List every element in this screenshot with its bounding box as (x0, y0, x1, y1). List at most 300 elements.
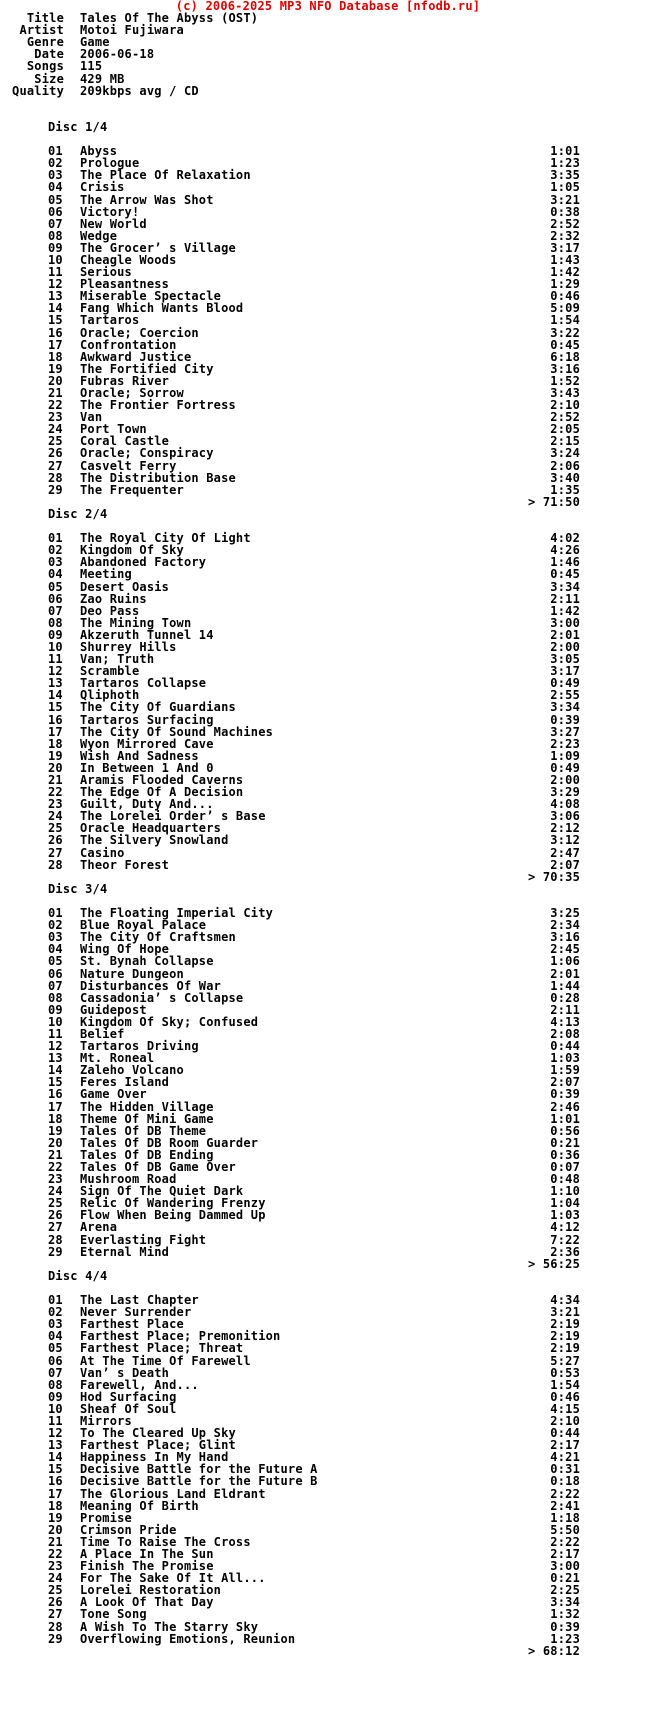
track-title: Disturbances Of War (80, 978, 222, 993)
meta-key: Title (26, 11, 64, 26)
track-duration: 2:45 (550, 942, 580, 957)
track-row (0, 181, 656, 193)
track-duration: 0:39 (550, 712, 580, 727)
track-number: 13 (48, 676, 63, 691)
track-duration: 3:21 (550, 1305, 580, 1320)
track-number: 11 (48, 652, 63, 667)
track-duration: 2:10 (550, 398, 580, 413)
track-duration: 0:28 (550, 990, 580, 1005)
track-duration: 0:36 (550, 1147, 580, 1162)
track-duration: 5:50 (550, 1522, 580, 1537)
track-duration: 1:09 (550, 748, 580, 763)
track-title: Cassadonia’ s Collapse (80, 990, 244, 1005)
track-duration: 1:04 (550, 1196, 580, 1211)
track-duration: 4:12 (550, 1220, 580, 1235)
track-duration: 2:00 (550, 639, 580, 654)
track-duration: 3:43 (550, 386, 580, 400)
track-number: 20 (48, 760, 63, 775)
track-title: Wing Of Hope (80, 942, 170, 957)
track-number: 29 (48, 1244, 63, 1259)
track-title: Scramble (80, 664, 140, 679)
track-number: 17 (48, 1099, 63, 1114)
track-number: 17 (48, 724, 63, 739)
tracklist (0, 121, 656, 1657)
track-duration: 1:54 (550, 313, 580, 328)
track-title: Shurrey Hills (80, 639, 177, 654)
track-row (0, 1379, 656, 1391)
track-title: To The Cleared Up Sky (80, 1426, 236, 1441)
track-title: Oracle; Conspiracy (80, 446, 214, 461)
track-number: 18 (48, 1111, 63, 1126)
track-title: The Grocer’ s Village (80, 240, 236, 255)
track-duration: 3:34 (550, 579, 580, 594)
disc-total-value: > 68:12 (528, 1643, 580, 1658)
track-row (0, 726, 656, 738)
track-title: The Place Of Relaxation (80, 168, 251, 183)
track-number: 19 (48, 361, 63, 376)
track-duration: 7:22 (550, 1232, 580, 1247)
track-title: The Royal City Of Light (80, 531, 251, 546)
track-number: 03 (48, 555, 63, 570)
track-title: Guilt, Duty And... (80, 797, 214, 812)
track-number: 24 (48, 1571, 63, 1586)
track-title: Hod Surfacing (80, 1389, 177, 1404)
track-number: 13 (48, 289, 63, 304)
track-duration: 3:00 (550, 615, 580, 630)
track-title: The City Of Sound Machines (80, 724, 274, 739)
track-title: For The Sake Of It All... (80, 1571, 266, 1586)
track-title: Blue Royal Palace (80, 918, 207, 933)
track-duration: 5:27 (550, 1353, 580, 1368)
disc-total-duration (0, 1645, 656, 1657)
track-title: The Arrow Was Shot (80, 192, 214, 207)
track-row (0, 1621, 656, 1633)
track-title: Oracle; Sorrow (80, 386, 184, 400)
track-number: 19 (48, 748, 63, 763)
track-number: 21 (48, 386, 63, 400)
track-duration: 2:52 (550, 216, 580, 231)
track-title: Van; Truth (80, 652, 155, 667)
track-number: 25 (48, 1583, 63, 1598)
track-number: 29 (48, 1631, 63, 1646)
track-title: A Wish To The Starry Sky (80, 1619, 259, 1634)
track-duration: 2:11 (550, 1002, 580, 1017)
track-title: The Frontier Fortress (80, 398, 236, 413)
meta-key: Size (34, 71, 64, 86)
track-number: 02 (48, 156, 63, 171)
track-title: Aramis Flooded Caverns (80, 773, 244, 787)
track-number: 04 (48, 942, 63, 957)
track-duration: 4:13 (550, 1014, 580, 1029)
track-duration: 3:05 (550, 652, 580, 667)
track-title: Farthest Place; Glint (80, 1438, 236, 1453)
track-number: 25 (48, 821, 63, 836)
track-number: 18 (48, 1498, 63, 1513)
track-row (0, 1221, 656, 1233)
track-row (0, 1500, 656, 1512)
track-number: 27 (48, 458, 63, 473)
track-duration: 2:01 (550, 966, 580, 981)
track-number: 19 (48, 1123, 63, 1138)
track-number: 09 (48, 1389, 63, 1404)
track-number: 11 (48, 265, 63, 280)
track-title: Farthest Place; Threat (80, 1341, 244, 1356)
track-duration: 2:19 (550, 1329, 580, 1344)
track-title: Desert Oasis (80, 579, 170, 594)
track-duration: 3:12 (550, 833, 580, 848)
track-number: 01 (48, 1293, 63, 1308)
track-number: 16 (48, 325, 63, 340)
track-number: 23 (48, 1559, 63, 1574)
track-duration: 0:48 (550, 1172, 580, 1187)
track-number: 17 (48, 337, 63, 352)
disc-heading: Disc 1/4 (48, 119, 108, 134)
track-title: Tartaros (80, 313, 140, 328)
track-duration: 2:10 (550, 1413, 580, 1428)
meta-value: 209kbps avg / CD (80, 83, 199, 98)
track-title: The Mining Town (80, 615, 192, 630)
track-number: 04 (48, 1329, 63, 1344)
track-duration: 1:23 (550, 156, 580, 171)
track-duration: 0:39 (550, 1087, 580, 1102)
track-duration: 0:46 (550, 289, 580, 304)
track-duration: 3:06 (550, 809, 580, 824)
track-row (0, 992, 656, 1004)
track-number: 03 (48, 1317, 63, 1332)
track-duration: 0:49 (550, 676, 580, 691)
track-row (0, 568, 656, 580)
track-number: 02 (48, 543, 63, 558)
disc-heading: Disc 3/4 (48, 881, 108, 896)
track-number: 18 (48, 349, 63, 364)
track-title: Tales Of DB Room Guarder (80, 1135, 259, 1150)
disc-heading: Disc 2/4 (48, 506, 108, 521)
track-duration: 2:22 (550, 1486, 580, 1501)
track-title: Happiness In My Hand (80, 1450, 229, 1465)
track-row (0, 472, 656, 484)
track-duration: 4:02 (550, 531, 580, 546)
track-title: Awkward Justice (80, 349, 192, 364)
track-number: 22 (48, 398, 63, 413)
track-duration: 0:21 (550, 1571, 580, 1586)
track-duration: 2:12 (550, 821, 580, 836)
track-number: 16 (48, 1087, 63, 1102)
track-title: In Between 1 And 0 (80, 760, 214, 775)
track-number: 28 (48, 470, 63, 485)
track-number: 01 (48, 144, 63, 159)
track-title: Zao Ruins (80, 591, 147, 606)
track-number: 24 (48, 1184, 63, 1199)
track-title: Oracle; Coercion (80, 325, 199, 340)
track-number: 29 (48, 482, 63, 497)
track-title: Decisive Battle for the Future B (80, 1474, 318, 1489)
track-number: 09 (48, 240, 63, 255)
track-duration: 2:07 (550, 1075, 580, 1090)
track-number: 23 (48, 797, 63, 812)
track-duration: 3:35 (550, 168, 580, 183)
track-duration: 3:34 (550, 1595, 580, 1610)
track-duration: 1:01 (550, 144, 580, 159)
track-duration: 0:21 (550, 1135, 580, 1150)
track-duration: 3:34 (550, 700, 580, 715)
track-title: Tone Song (80, 1607, 147, 1622)
track-title: A Place In The Sun (80, 1547, 214, 1561)
track-title: At The Time Of Farewell (80, 1353, 251, 1368)
track-duration: 1:46 (550, 555, 580, 570)
track-row (0, 1342, 656, 1354)
track-number: 06 (48, 591, 63, 606)
track-duration: 1:42 (550, 603, 580, 618)
track-row (0, 581, 656, 593)
track-row (0, 1125, 656, 1137)
track-title: Zaleho Volcano (80, 1063, 184, 1078)
track-number: 13 (48, 1051, 63, 1066)
track-number: 21 (48, 773, 63, 787)
track-row (0, 351, 656, 363)
track-title: Crimson Pride (80, 1522, 177, 1537)
track-duration: 2:19 (550, 1317, 580, 1332)
track-title: Sign Of The Quiet Dark (80, 1184, 244, 1199)
track-number: 02 (48, 1305, 63, 1320)
track-duration: 0:49 (550, 760, 580, 775)
track-number: 27 (48, 1607, 63, 1622)
track-title: Decisive Battle for the Future A (80, 1462, 318, 1477)
meta-value: 2006-06-18 (80, 47, 155, 62)
track-row (0, 1113, 656, 1125)
track-duration: 2:47 (550, 845, 580, 860)
track-duration: 2:46 (550, 1099, 580, 1114)
track-row (0, 1512, 656, 1524)
track-duration: 2:17 (550, 1438, 580, 1453)
track-duration: 2:05 (550, 422, 580, 437)
track-title: The City Of Craftsmen (80, 930, 236, 945)
meta-row (0, 73, 656, 85)
track-row (0, 1475, 656, 1487)
track-duration: 1:03 (550, 1208, 580, 1223)
track-title: Feres Island (80, 1075, 170, 1090)
track-row (0, 593, 656, 605)
track-number: 08 (48, 615, 63, 630)
track-title: Arena (80, 1220, 118, 1235)
track-row (0, 314, 656, 326)
track-row (0, 847, 656, 859)
track-title: Tartaros Surfacing (80, 712, 214, 727)
track-duration: 0:18 (550, 1474, 580, 1489)
track-number: 04 (48, 567, 63, 582)
track-title: Mt. Roneal (80, 1051, 155, 1066)
track-duration: 1:54 (550, 1377, 580, 1392)
track-number: 07 (48, 1365, 63, 1380)
track-number: 10 (48, 252, 63, 267)
track-title: Casino (80, 845, 125, 860)
track-number: 16 (48, 1474, 63, 1489)
track-duration: 2:25 (550, 1583, 580, 1598)
track-number: 01 (48, 906, 63, 921)
track-duration: 4:15 (550, 1401, 580, 1416)
track-title: Tartaros Driving (80, 1039, 199, 1054)
track-duration: 2:07 (550, 857, 580, 872)
track-title: Belief (80, 1026, 125, 1041)
track-number: 17 (48, 1486, 63, 1501)
track-number: 03 (48, 168, 63, 183)
track-duration: 0:53 (550, 1365, 580, 1380)
track-number: 22 (48, 785, 63, 800)
track-number: 11 (48, 1413, 63, 1428)
track-title: The Last Chapter (80, 1293, 199, 1308)
track-duration: 0:45 (550, 567, 580, 582)
track-title: Flow When Being Dammed Up (80, 1208, 266, 1223)
track-duration: 2:23 (550, 736, 580, 751)
track-number: 10 (48, 639, 63, 654)
track-number: 14 (48, 301, 63, 316)
track-duration: 3:17 (550, 240, 580, 255)
track-row (0, 327, 656, 339)
track-number: 25 (48, 434, 63, 449)
track-duration: 0:45 (550, 337, 580, 352)
track-duration: 6:18 (550, 349, 580, 364)
track-duration: 1:18 (550, 1510, 580, 1525)
copyright-banner: (c) 2006-2025 MP3 NFO Database [nfodb.ru] (175, 0, 481, 13)
meta-row (0, 60, 656, 72)
track-duration: 2:08 (550, 1026, 580, 1041)
meta-row (0, 85, 656, 97)
track-title: Time To Raise The Cross (80, 1534, 251, 1549)
track-number: 06 (48, 1353, 63, 1368)
track-duration: 4:08 (550, 797, 580, 812)
meta-value: Motoi Fujiwara (80, 23, 184, 38)
track-number: 26 (48, 446, 63, 461)
track-number: 08 (48, 1377, 63, 1392)
track-number: 04 (48, 180, 63, 195)
track-number: 05 (48, 1341, 63, 1356)
track-number: 14 (48, 1063, 63, 1078)
track-row (0, 460, 656, 472)
track-title: Finish The Promise (80, 1559, 214, 1574)
track-number: 24 (48, 422, 63, 437)
track-number: 07 (48, 978, 63, 993)
track-row (0, 834, 656, 846)
track-row (0, 701, 656, 713)
track-duration: 2:19 (550, 1341, 580, 1356)
track-number: 10 (48, 1014, 63, 1029)
track-number: 14 (48, 1450, 63, 1465)
track-duration: 1:10 (550, 1184, 580, 1199)
track-title: The Glorious Land Eldrant (80, 1486, 266, 1501)
track-number: 28 (48, 1619, 63, 1634)
track-number: 12 (48, 1426, 63, 1441)
track-number: 20 (48, 373, 63, 388)
track-row (0, 1488, 656, 1500)
track-row (0, 194, 656, 206)
track-duration: 2:11 (550, 591, 580, 606)
track-title: Tales Of DB Game Over (80, 1160, 236, 1174)
track-title: Pleasantness (80, 277, 170, 292)
track-title: Eternal Mind (80, 1244, 170, 1259)
track-row (0, 738, 656, 750)
track-title: Abyss (80, 144, 118, 159)
track-duration: 3:24 (550, 446, 580, 461)
track-number: 20 (48, 1522, 63, 1537)
track-title: Promise (80, 1510, 132, 1525)
track-title: Farthest Place; Premonition (80, 1329, 281, 1344)
track-title: Prologue (80, 156, 140, 171)
track-title: Miserable Spectacle (80, 289, 222, 304)
track-number: 08 (48, 990, 63, 1005)
track-title: Fang Which Wants Blood (80, 301, 244, 316)
track-duration: 0:56 (550, 1123, 580, 1138)
track-title: Theme Of Mini Game (80, 1111, 214, 1126)
track-number: 16 (48, 712, 63, 727)
track-title: Van (80, 410, 103, 425)
track-title: Cheagle Woods (80, 252, 177, 267)
track-row (0, 1355, 656, 1367)
track-number: 26 (48, 1595, 63, 1610)
track-duration: 0:46 (550, 1389, 580, 1404)
track-title: Kingdom Of Sky (80, 543, 184, 558)
track-row (0, 1101, 656, 1113)
track-duration: 2:06 (550, 458, 580, 473)
track-title: St. Bynah Collapse (80, 954, 214, 969)
track-title: Casvelt Ferry (80, 458, 177, 473)
track-number: 20 (48, 1135, 63, 1150)
track-duration: 1:44 (550, 978, 580, 993)
track-title: Theor Forest (80, 857, 170, 872)
track-title: Crisis (80, 180, 125, 195)
release-metadata (0, 12, 656, 97)
track-duration: 5:09 (550, 301, 580, 316)
track-duration: 1:03 (550, 1051, 580, 1066)
track-number: 23 (48, 1172, 63, 1187)
disc-total-value: > 70:35 (528, 869, 580, 884)
track-number: 11 (48, 1026, 63, 1041)
track-number: 12 (48, 1039, 63, 1054)
track-title: Tartaros Collapse (80, 676, 207, 691)
track-title: Guidepost (80, 1002, 147, 1017)
track-row (0, 218, 656, 230)
track-duration: 1:29 (550, 277, 580, 292)
track-title: Meeting (80, 567, 132, 582)
track-title: Akzeruth Tunnel 14 (80, 627, 214, 642)
track-row (0, 206, 656, 218)
track-duration: 3:16 (550, 361, 580, 376)
meta-key: Quality (12, 83, 64, 98)
track-duration: 3:27 (550, 724, 580, 739)
track-duration: 3:17 (550, 664, 580, 679)
track-number: 06 (48, 204, 63, 219)
track-number: 09 (48, 1002, 63, 1017)
track-duration: 1:32 (550, 1607, 580, 1622)
track-title: Wedge (80, 228, 118, 243)
track-duration: 2:55 (550, 688, 580, 703)
track-duration: 3:00 (550, 1559, 580, 1574)
track-row (0, 447, 656, 459)
track-title: Wish And Sadness (80, 748, 199, 763)
track-title: Kingdom Of Sky; Confused (80, 1014, 259, 1029)
track-row (0, 339, 656, 351)
track-duration: 1:23 (550, 1631, 580, 1646)
track-title: Farthest Place (80, 1317, 184, 1332)
track-row (0, 1246, 656, 1258)
track-duration: 2:17 (550, 1547, 580, 1561)
track-duration: 2:52 (550, 410, 580, 425)
track-number: 13 (48, 1438, 63, 1453)
track-row (0, 980, 656, 992)
track-number: 15 (48, 313, 63, 328)
track-number: 12 (48, 664, 63, 679)
track-title: The Distribution Base (80, 470, 236, 485)
track-number: 06 (48, 966, 63, 981)
track-number: 21 (48, 1147, 63, 1162)
